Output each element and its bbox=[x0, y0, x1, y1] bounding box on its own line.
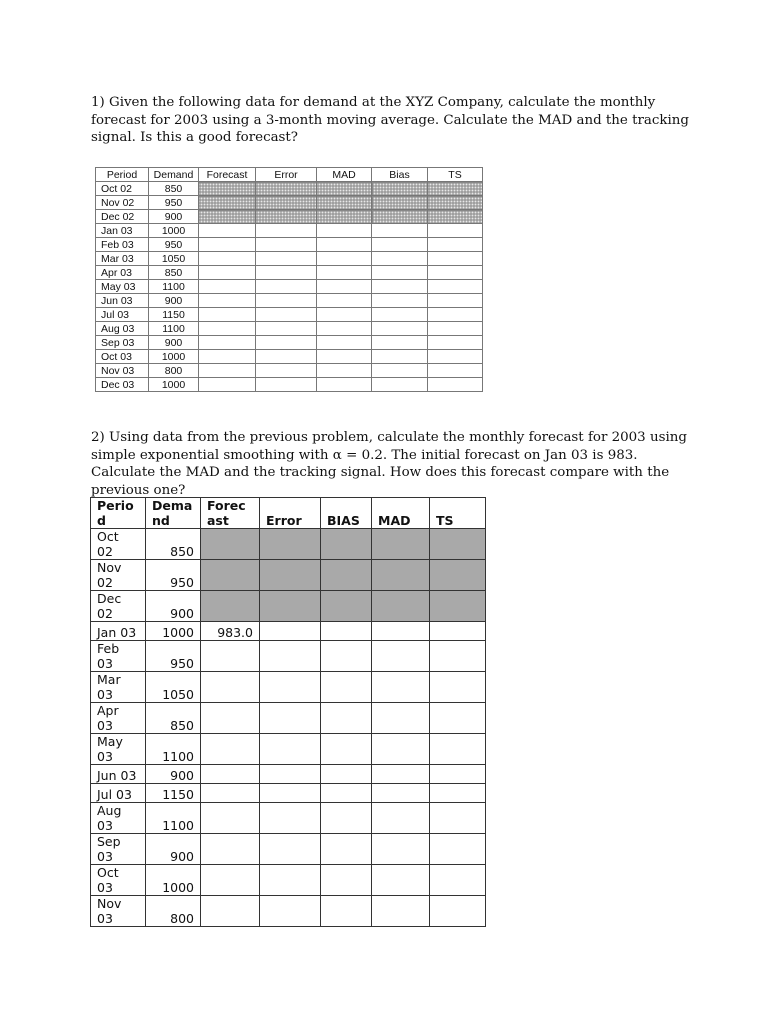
table2-row bbox=[91, 529, 486, 560]
table2-period-cell bbox=[91, 529, 146, 560]
table2-empty-cell bbox=[372, 641, 430, 672]
table2-period-cell-text: Sep 03 bbox=[97, 834, 121, 864]
table1-row bbox=[96, 210, 483, 224]
table2-demand-cell-text: 850 bbox=[170, 544, 194, 559]
table1-hatched-cell bbox=[199, 196, 256, 210]
table1-row bbox=[96, 378, 483, 392]
table2-empty-cell bbox=[260, 672, 321, 703]
table1-period-cell: May 03 bbox=[96, 280, 149, 294]
table1-demand-cell: 1100 bbox=[149, 322, 199, 336]
table2-demand-cell bbox=[146, 784, 201, 803]
table2-empty-cell bbox=[430, 784, 486, 803]
table1-empty-cell bbox=[428, 364, 483, 378]
table1-period-cell: Oct 02 bbox=[96, 182, 149, 196]
table1-empty-cell bbox=[199, 238, 256, 252]
table1-row bbox=[96, 238, 483, 252]
table1-empty-cell bbox=[372, 364, 428, 378]
table1-hatched-cell bbox=[256, 210, 317, 224]
table2-demand-cell bbox=[146, 734, 201, 765]
table1-empty-cell bbox=[199, 322, 256, 336]
table1-period-cell: Oct 03 bbox=[96, 350, 149, 364]
table2-shaded-cell bbox=[321, 591, 372, 622]
table2-forecast-cell bbox=[201, 672, 260, 703]
table2-period-cell-text: Nov 03 bbox=[97, 896, 122, 926]
table2-empty-cell bbox=[260, 641, 321, 672]
table1-period-cell: Nov 03 bbox=[96, 364, 149, 378]
table2-period-cell bbox=[91, 784, 146, 803]
table2-empty-cell bbox=[372, 834, 430, 865]
table2-shaded-cell bbox=[260, 529, 321, 560]
table1-row bbox=[96, 322, 483, 336]
table2-empty-cell bbox=[430, 672, 486, 703]
table1-empty-cell bbox=[199, 336, 256, 350]
table2-forecast-cell bbox=[201, 803, 260, 834]
table1-empty-cell bbox=[317, 336, 372, 350]
table1-empty-cell bbox=[372, 280, 428, 294]
table1-empty-cell bbox=[317, 252, 372, 266]
table2-shaded-cell bbox=[321, 529, 372, 560]
table1-demand-cell: 800 bbox=[149, 364, 199, 378]
table2-empty-cell bbox=[430, 734, 486, 765]
table1-demand-cell: 850 bbox=[149, 266, 199, 280]
table2-shaded-cell bbox=[430, 591, 486, 622]
table2-period-cell bbox=[91, 896, 146, 927]
table1-header-period: Period bbox=[96, 168, 149, 182]
table1-empty-cell bbox=[199, 280, 256, 294]
table1-empty-cell bbox=[256, 280, 317, 294]
table2-demand-cell-text: 1150 bbox=[162, 787, 194, 802]
table2-empty-cell bbox=[260, 865, 321, 896]
table1-demand-cell: 850 bbox=[149, 182, 199, 196]
table2-demand-cell-text: 900 bbox=[170, 849, 194, 864]
table1-demand-cell: 900 bbox=[149, 336, 199, 350]
table1-row bbox=[96, 196, 483, 210]
table1-header-forecast: Forecast bbox=[199, 168, 256, 182]
table2-row bbox=[91, 765, 486, 784]
table2-period-cell-text: Mar 03 bbox=[97, 672, 121, 702]
table2-period-cell-text: May 03 bbox=[97, 734, 123, 764]
question-2-text: 2) Using data from the previous problem, calculate the monthly forecast for 2003 using simple exponential smoothing with α = 0.2. The initial forecast on Jan 03 is 983. Calculate the MAD and the tracking signal. How does this forecast compare with the previous one? bbox=[91, 430, 687, 498]
table2-shaded-cell bbox=[201, 591, 260, 622]
table1-empty-cell bbox=[428, 266, 483, 280]
table1-empty-cell bbox=[199, 224, 256, 238]
table2-shaded-cell bbox=[201, 529, 260, 560]
table2-empty-cell bbox=[260, 834, 321, 865]
table1-empty-cell bbox=[372, 294, 428, 308]
table2-shaded-cell bbox=[430, 560, 486, 591]
table1-empty-cell bbox=[372, 378, 428, 392]
table1-hatched-cell bbox=[317, 210, 372, 224]
table1-hatched-cell bbox=[317, 182, 372, 196]
table2-shaded-cell bbox=[201, 560, 260, 591]
table2-period-cell-text: Nov 02 bbox=[97, 560, 122, 590]
table2-shaded-cell bbox=[260, 591, 321, 622]
table1-empty-cell bbox=[199, 308, 256, 322]
table2-demand-cell-text: 1050 bbox=[162, 687, 194, 702]
table1-demand-cell: 1150 bbox=[149, 308, 199, 322]
table2-demand-cell bbox=[146, 803, 201, 834]
table1-empty-cell bbox=[199, 364, 256, 378]
table2-demand-cell-text: 900 bbox=[170, 768, 194, 783]
table2-period-cell bbox=[91, 703, 146, 734]
table1-period-cell: Jan 03 bbox=[96, 224, 149, 238]
table1-empty-cell bbox=[317, 308, 372, 322]
table2-demand-cell bbox=[146, 703, 201, 734]
table2-period-cell bbox=[91, 641, 146, 672]
table1-period-cell: Dec 03 bbox=[96, 378, 149, 392]
table2-period-cell-text: Aug 03 bbox=[97, 803, 122, 833]
table2-empty-cell bbox=[321, 896, 372, 927]
table2-demand-cell-text: 950 bbox=[170, 656, 194, 671]
table2-row bbox=[91, 834, 486, 865]
table1-row bbox=[96, 336, 483, 350]
table2-forecast-cell-text: 983.0 bbox=[217, 625, 253, 640]
table2-demand-cell-text: 1000 bbox=[162, 880, 194, 895]
table2-empty-cell bbox=[321, 641, 372, 672]
table2-header-demand: Dema nd bbox=[146, 498, 201, 529]
table1-header-row bbox=[96, 168, 483, 182]
table2-empty-cell bbox=[372, 672, 430, 703]
table1-empty-cell bbox=[317, 350, 372, 364]
table2-row bbox=[91, 703, 486, 734]
table1-header-demand: Demand bbox=[149, 168, 199, 182]
table1-row bbox=[96, 266, 483, 280]
table2-demand-cell bbox=[146, 834, 201, 865]
table2-empty-cell bbox=[372, 703, 430, 734]
table1-empty-cell bbox=[428, 350, 483, 364]
table2-empty-cell bbox=[260, 703, 321, 734]
table1-header-error: Error bbox=[256, 168, 317, 182]
table1-empty-cell bbox=[199, 350, 256, 364]
table1-empty-cell bbox=[256, 224, 317, 238]
table2-empty-cell bbox=[321, 734, 372, 765]
table2-empty-cell bbox=[260, 784, 321, 803]
table1-hatched-cell bbox=[199, 182, 256, 196]
table2-period-cell-text: Jul 03 bbox=[97, 787, 132, 802]
table1-empty-cell bbox=[199, 378, 256, 392]
table2-period-cell bbox=[91, 803, 146, 834]
table1-demand-cell: 1050 bbox=[149, 252, 199, 266]
table1-hatched-cell bbox=[428, 196, 483, 210]
table2-demand-cell bbox=[146, 641, 201, 672]
table2-demand-cell-text: 850 bbox=[170, 718, 194, 733]
table2-empty-cell bbox=[321, 834, 372, 865]
table1-empty-cell bbox=[256, 378, 317, 392]
table2-empty-cell bbox=[430, 641, 486, 672]
table2-header-forecast: Forec ast bbox=[201, 498, 260, 529]
table1-hatched-cell bbox=[372, 196, 428, 210]
table2-body bbox=[91, 529, 486, 927]
table2-empty-cell bbox=[321, 703, 372, 734]
table1-empty-cell bbox=[317, 364, 372, 378]
table1-hatched-cell bbox=[372, 182, 428, 196]
table1-empty-cell bbox=[428, 336, 483, 350]
table1-empty-cell bbox=[317, 280, 372, 294]
table2-demand-cell-text: 900 bbox=[170, 606, 194, 621]
table2-row bbox=[91, 734, 486, 765]
table1-body bbox=[96, 182, 483, 392]
table2-empty-cell bbox=[321, 784, 372, 803]
table2-empty-cell bbox=[321, 765, 372, 784]
table1-hatched-cell bbox=[199, 210, 256, 224]
table1-empty-cell bbox=[317, 266, 372, 280]
table2-forecast-cell bbox=[201, 896, 260, 927]
table2-empty-cell bbox=[430, 765, 486, 784]
table2-empty-cell bbox=[430, 703, 486, 734]
table2-row bbox=[91, 865, 486, 896]
table2-forecast-cell bbox=[201, 641, 260, 672]
table1-empty-cell bbox=[199, 252, 256, 266]
table1-row bbox=[96, 308, 483, 322]
table1-empty-cell bbox=[372, 336, 428, 350]
moving-average-table bbox=[95, 167, 483, 392]
table2-demand-cell bbox=[146, 529, 201, 560]
table1-demand-cell: 1000 bbox=[149, 378, 199, 392]
table2-demand-cell-text: 1100 bbox=[162, 818, 194, 833]
table1-hatched-cell bbox=[372, 210, 428, 224]
table2-forecast-cell bbox=[201, 834, 260, 865]
table2-demand-cell bbox=[146, 765, 201, 784]
table1-empty-cell bbox=[256, 266, 317, 280]
table2-demand-cell-text: 800 bbox=[170, 911, 194, 926]
table2-forecast-cell bbox=[201, 765, 260, 784]
table2-period-cell-text: Jun 03 bbox=[97, 768, 137, 783]
table2-period-cell bbox=[91, 622, 146, 641]
table2-empty-cell bbox=[372, 896, 430, 927]
table1-period-cell: Sep 03 bbox=[96, 336, 149, 350]
table1-period-cell: Mar 03 bbox=[96, 252, 149, 266]
table2-period-cell bbox=[91, 834, 146, 865]
table1-empty-cell bbox=[256, 308, 317, 322]
table2-demand-cell bbox=[146, 896, 201, 927]
table1-row bbox=[96, 294, 483, 308]
table1-empty-cell bbox=[428, 252, 483, 266]
table2-empty-cell bbox=[372, 803, 430, 834]
table2-forecast-cell bbox=[201, 865, 260, 896]
table2-header-ts: TS bbox=[430, 498, 486, 529]
table2-empty-cell bbox=[321, 803, 372, 834]
table2-header-mad: MAD bbox=[372, 498, 430, 529]
table1-row bbox=[96, 182, 483, 196]
table1-row bbox=[96, 350, 483, 364]
table2-empty-cell bbox=[321, 865, 372, 896]
table2-forecast-cell bbox=[201, 703, 260, 734]
table1-empty-cell bbox=[428, 378, 483, 392]
table2-empty-cell bbox=[430, 803, 486, 834]
table1-empty-cell bbox=[199, 266, 256, 280]
table2-demand-cell bbox=[146, 865, 201, 896]
table2-demand-cell-text: 950 bbox=[170, 575, 194, 590]
table2-demand-cell bbox=[146, 560, 201, 591]
table1-empty-cell bbox=[256, 364, 317, 378]
table1-empty-cell bbox=[428, 294, 483, 308]
table1-hatched-cell bbox=[256, 196, 317, 210]
table2-header-bias: BIAS bbox=[321, 498, 372, 529]
table1-empty-cell bbox=[256, 336, 317, 350]
table1-empty-cell bbox=[317, 294, 372, 308]
table1-empty-cell bbox=[317, 238, 372, 252]
table1-header-mad: MAD bbox=[317, 168, 372, 182]
table1-hatched-cell bbox=[428, 182, 483, 196]
table2-period-cell-text: Feb 03 bbox=[97, 641, 120, 671]
table1-period-cell: Aug 03 bbox=[96, 322, 149, 336]
table2-forecast-cell bbox=[201, 784, 260, 803]
table1-period-cell: Apr 03 bbox=[96, 266, 149, 280]
table1-demand-cell: 950 bbox=[149, 238, 199, 252]
table1-empty-cell bbox=[372, 238, 428, 252]
table2-period-cell-text: Jan 03 bbox=[97, 625, 137, 640]
table2-empty-cell bbox=[430, 834, 486, 865]
table2-empty-cell bbox=[372, 765, 430, 784]
table2-shaded-cell bbox=[372, 560, 430, 591]
table1-empty-cell bbox=[372, 322, 428, 336]
table2-shaded-cell bbox=[260, 560, 321, 591]
table1-row bbox=[96, 252, 483, 266]
table1-empty-cell bbox=[428, 308, 483, 322]
table2-empty-cell bbox=[372, 865, 430, 896]
table1-empty-cell bbox=[372, 266, 428, 280]
table1-empty-cell bbox=[256, 322, 317, 336]
table1-empty-cell bbox=[256, 238, 317, 252]
table1-empty-cell bbox=[199, 294, 256, 308]
table1-empty-cell bbox=[372, 308, 428, 322]
table2-empty-cell bbox=[321, 622, 372, 641]
table2-forecast-cell bbox=[201, 622, 260, 641]
table2-period-cell bbox=[91, 734, 146, 765]
table1-hatched-cell bbox=[428, 210, 483, 224]
table1-row bbox=[96, 224, 483, 238]
table2-header-error: Error bbox=[260, 498, 321, 529]
table1-row bbox=[96, 364, 483, 378]
table1-empty-cell bbox=[256, 252, 317, 266]
table2-empty-cell bbox=[260, 622, 321, 641]
table1-period-cell: Dec 02 bbox=[96, 210, 149, 224]
table2-shaded-cell bbox=[372, 591, 430, 622]
table2-row bbox=[91, 591, 486, 622]
table1-header-ts: TS bbox=[428, 168, 483, 182]
table2-demand-cell-text: 1000 bbox=[162, 625, 194, 640]
table1-period-cell: Feb 03 bbox=[96, 238, 149, 252]
table2-period-cell bbox=[91, 591, 146, 622]
table2-period-cell-text: Oct 02 bbox=[97, 529, 119, 559]
table1-empty-cell bbox=[372, 252, 428, 266]
table2-empty-cell bbox=[372, 784, 430, 803]
table1-demand-cell: 1100 bbox=[149, 280, 199, 294]
table2-row bbox=[91, 672, 486, 703]
table2-period-cell bbox=[91, 765, 146, 784]
table1-header-bias: Bias bbox=[372, 168, 428, 182]
table1-empty-cell bbox=[317, 224, 372, 238]
table2-demand-cell bbox=[146, 622, 201, 641]
table1-period-cell: Nov 02 bbox=[96, 196, 149, 210]
table2-period-cell bbox=[91, 560, 146, 591]
table2-empty-cell bbox=[372, 622, 430, 641]
table1-empty-cell bbox=[428, 280, 483, 294]
table2-empty-cell bbox=[260, 896, 321, 927]
table1-empty-cell bbox=[256, 350, 317, 364]
table2-row bbox=[91, 784, 486, 803]
table2-row bbox=[91, 641, 486, 672]
table2-forecast-cell bbox=[201, 734, 260, 765]
table2-period-cell bbox=[91, 672, 146, 703]
table1-demand-cell: 900 bbox=[149, 294, 199, 308]
table1-hatched-cell bbox=[256, 182, 317, 196]
table1-demand-cell: 1000 bbox=[149, 350, 199, 364]
table2-shaded-cell bbox=[372, 529, 430, 560]
table1-row bbox=[96, 280, 483, 294]
table1-demand-cell: 900 bbox=[149, 210, 199, 224]
table1-demand-cell: 950 bbox=[149, 196, 199, 210]
table1-period-cell: Jul 03 bbox=[96, 308, 149, 322]
table2-period-cell-text: Apr 03 bbox=[97, 703, 119, 733]
table1-empty-cell bbox=[317, 322, 372, 336]
table2-period-cell-text: Oct 03 bbox=[97, 865, 119, 895]
table1-empty-cell bbox=[372, 224, 428, 238]
table2-demand-cell-text: 1100 bbox=[162, 749, 194, 764]
table1-empty-cell bbox=[372, 350, 428, 364]
table2-header-row bbox=[91, 498, 486, 529]
table2-shaded-cell bbox=[430, 529, 486, 560]
table2-period-cell bbox=[91, 865, 146, 896]
table2-demand-cell bbox=[146, 672, 201, 703]
table2-empty-cell bbox=[430, 896, 486, 927]
table2-empty-cell bbox=[430, 865, 486, 896]
table2-row bbox=[91, 622, 486, 641]
question-1-text: 1) Given the following data for demand at the XYZ Company, calculate the monthly forecast for 2003 using a 3-month moving average. Calculate the MAD and the tracking signal. Is this a good forecast? bbox=[91, 95, 689, 146]
table1-hatched-cell bbox=[317, 196, 372, 210]
table2-empty-cell bbox=[260, 765, 321, 784]
table1-empty-cell bbox=[428, 322, 483, 336]
exponential-smoothing-table bbox=[90, 497, 486, 927]
table2-empty-cell bbox=[321, 672, 372, 703]
table1-empty-cell bbox=[317, 378, 372, 392]
table2-header-period: Perio d bbox=[91, 498, 146, 529]
table2-empty-cell bbox=[260, 734, 321, 765]
table2-empty-cell bbox=[430, 622, 486, 641]
table1-empty-cell bbox=[428, 238, 483, 252]
table2-row bbox=[91, 560, 486, 591]
table2-row bbox=[91, 803, 486, 834]
table1-empty-cell bbox=[256, 294, 317, 308]
table2-empty-cell bbox=[260, 803, 321, 834]
table1-period-cell: Jun 03 bbox=[96, 294, 149, 308]
table2-row bbox=[91, 896, 486, 927]
table1-demand-cell: 1000 bbox=[149, 224, 199, 238]
table1-empty-cell bbox=[428, 224, 483, 238]
table2-demand-cell bbox=[146, 591, 201, 622]
table2-period-cell-text: Dec 02 bbox=[97, 591, 122, 621]
table2-shaded-cell bbox=[321, 560, 372, 591]
table2-empty-cell bbox=[372, 734, 430, 765]
